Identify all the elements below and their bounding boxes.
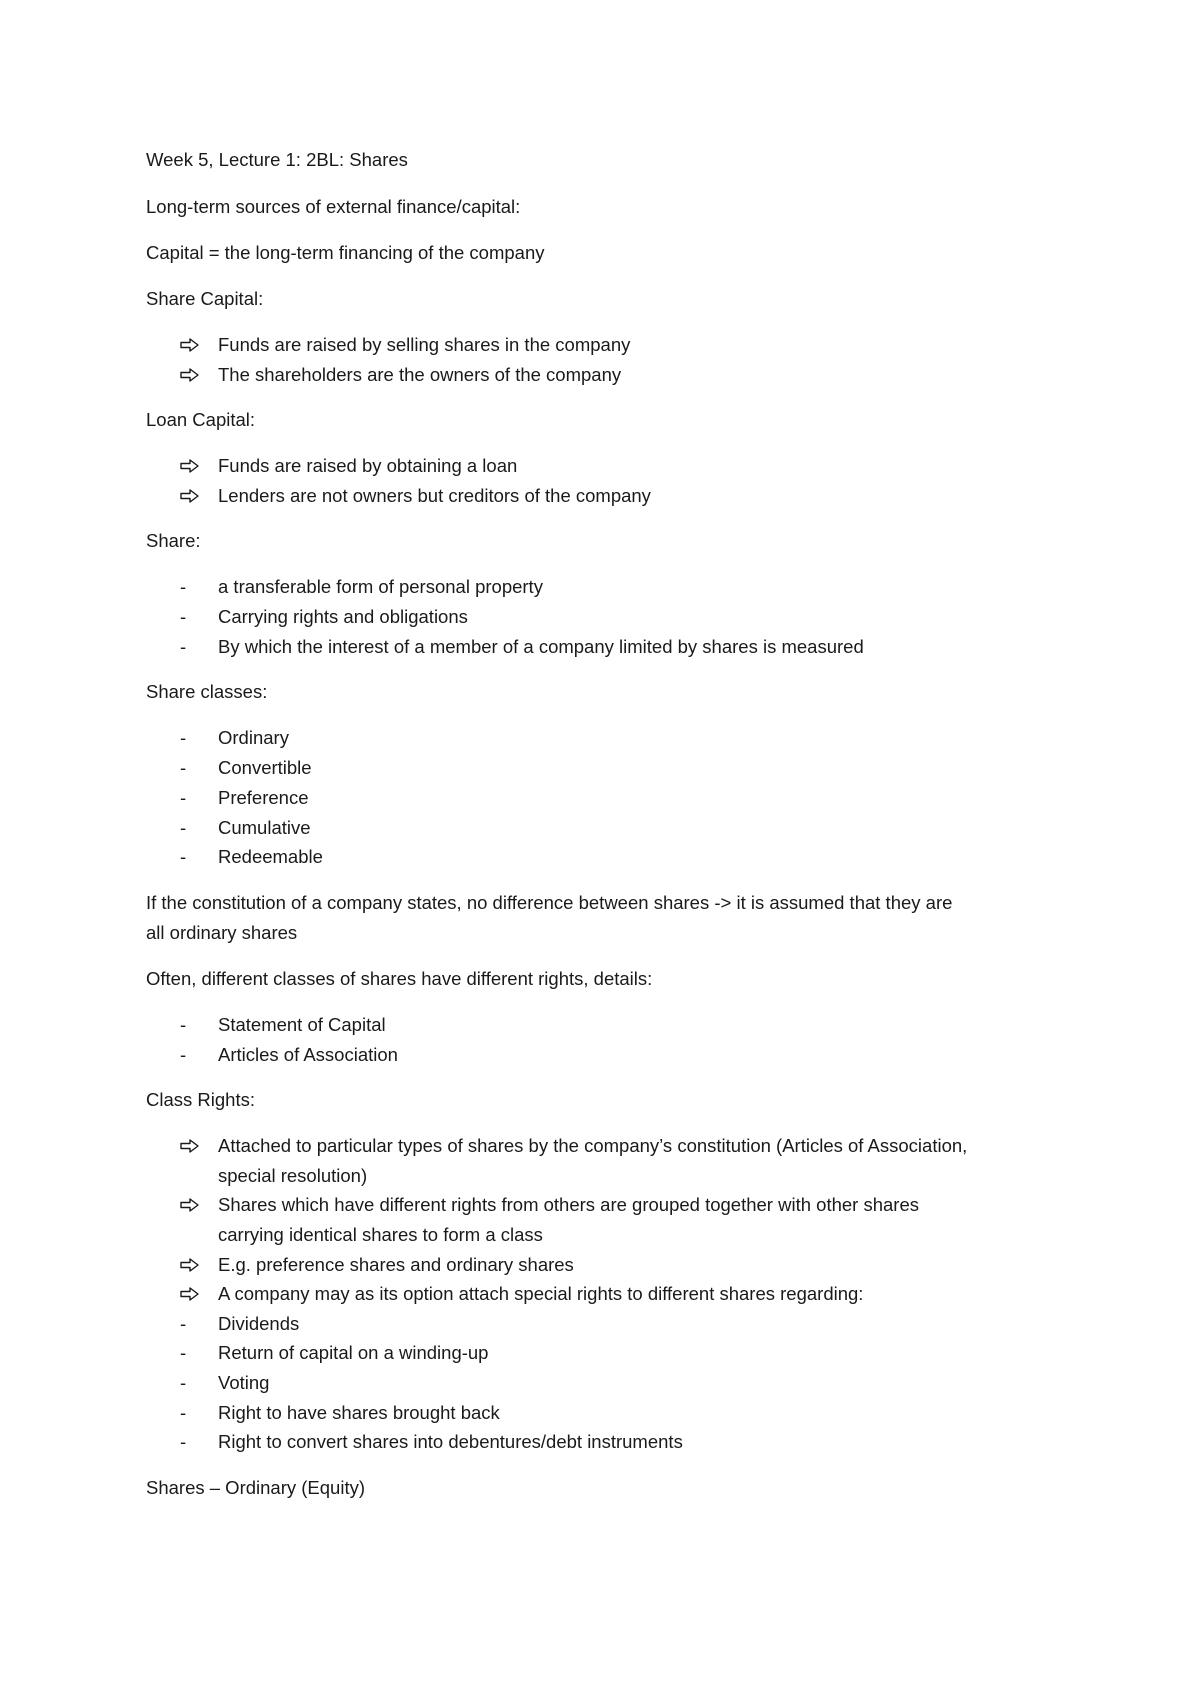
dash-bullet: - [180,727,187,748]
share-classes-heading: Share classes: [146,681,268,702]
dash-bullet: - [180,757,187,778]
arrow-bullet-icon [180,1135,200,1158]
arrow-bullet-icon [180,485,200,508]
dash-bullet: - [180,576,187,597]
loan-capital-heading: Loan Capital: [146,409,256,430]
intro-line: Long-term sources of external finance/capital: [146,196,521,217]
dash-bullet: - [180,817,187,838]
share-heading: Share: [146,530,201,551]
arrow-bullet-icon [180,1254,200,1277]
arrow-bullet-icon [180,455,200,478]
rights-details-heading: Often, different classes of shares have different rights, details: [146,968,653,989]
dash-bullet: - [180,636,187,657]
dash-bullet: - [180,1402,187,1423]
share-capital-heading: Share Capital: [146,288,264,309]
arrow-bullet-icon [180,334,200,357]
constitution-note-line1: If the constitution of a company states, no difference between shares -> it is assumed that they are [146,892,953,913]
document-page: Week 5, Lecture 1: 2BL: Shares Long-term sources of external finance/capital: Capital = the long-term financing of the company Share Capital: Funds are raised by selling shares in the company The shareholders are the owners of the company Loan Capital: Funds are raised by obtaining a loan Lenders are not owners but creditors of the company Share: - a transferable form of personal property - Carrying rights and obligations - By which the interest of a member of a company limited by shares is measured Share classes: - Ordinary - Convertible - Preference - Cumulative - Redeemable If the constitution of a company states, no difference between shares -> it is assumed that they are all ordinary shares Often, different classes of shares have different rights, details: - Statement of Capital - Articles of Association Class Rights: Attached to particular types of shares by the company’s constitution (Articles of Association, special resolution) Shares which have different rights from others are grouped together with other shares carrying identical shares to form a class E.g. preference shares and ordinary shares A company may as its option attach special rights to different shares regarding: - Dividends - Return of capital on a winding-up - Voting - Right to have shares brought back - Right to convert shares into debentures/debt instruments Shares – Ordinary (Equity) [146,149,968,1498]
capital-definition: Capital = the long-term financing of the company [146,242,545,263]
arrow-bullet-icon [180,364,200,387]
constitution-note-line2: all ordinary shares [146,922,298,943]
dash-bullet: - [180,846,187,867]
dash-bullet: - [180,1044,187,1065]
ordinary-shares-heading: Shares – Ordinary (Equity) [146,1477,366,1498]
dash-bullet: - [180,1313,187,1334]
dash-bullet: - [180,1014,187,1035]
document-title: Week 5, Lecture 1: 2BL: Shares [146,149,408,170]
dash-bullet: - [180,606,187,627]
class-rights-heading: Class Rights: [146,1089,255,1110]
arrow-bullet-icon [180,1283,200,1306]
dash-bullet: - [180,787,187,808]
dash-bullet: - [180,1431,187,1452]
arrow-bullet-icon [180,1194,200,1217]
dash-bullet: - [180,1342,187,1363]
dash-bullet: - [180,1372,187,1393]
